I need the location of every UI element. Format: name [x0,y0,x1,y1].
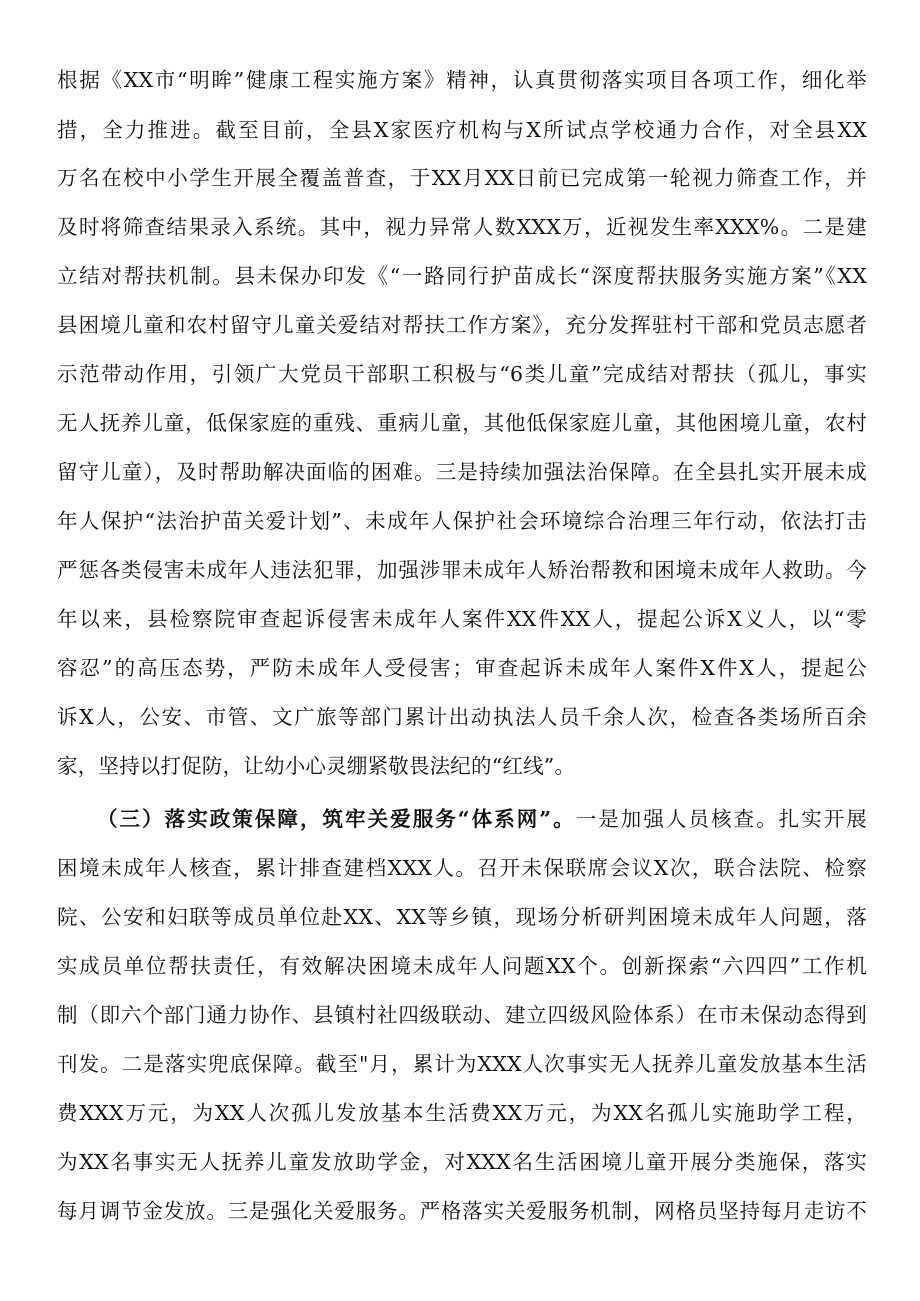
text-line: 年人保护“法治护苗关爱计划”、未成年人保护社会环境综合治理三年行动，依法打击 [57,509,867,533]
text-line: 为XX名事实无人抚养儿童发放助学金，对XXX名生活困境儿童开展分类施保，落实 [57,1150,867,1174]
section-heading: （三）落实政策保障，筑牢关爱服务“体系网”。 [97,807,576,831]
text-line: 实成员单位帮扶责任，有效解决困境未成年人问题XX个。创新探索“六四四”工作机 [57,954,867,978]
text-line: 县困境儿童和农村留守儿童关爱结对帮扶工作方案》，充分发挥驻村干部和党员志愿者 [57,313,867,337]
text-line: 家，坚持以打促防，让幼小心灵绷紧敬畏法纪的“红线”。 [57,754,576,778]
text-line: 万名在校中小学生开展全覆盖普查，于XX月XX日前已完成第一轮视力筛查工作，并 [57,166,867,190]
text-line: 费XXX万元，为XX人次孤儿发放基本生活费XX万元，为XX名孤儿实施助学工程， [57,1101,867,1125]
text-line: 每月调节金发放。三是强化关爱服务。严格落实关爱服务机制，网格员坚持每月走访不 [57,1199,867,1223]
text-line: 严惩各类侵害未成年人违法犯罪，加强涉罪未成年人矫治帮教和困境未成年人救助。今 [57,558,867,582]
text-line: 制（即六个部门通力协作、县镇村社四级联动、建立四级风险体系）在市未保动态得到 [57,1003,867,1027]
text-line: 刊发。二是落实兜底保障。截至"月，累计为XXX人次事实无人抚养儿童发放基本生活 [57,1052,867,1076]
text-line: 容忍”的高压态势，严防未成年人受侵害；审查起诉未成年人案件X件X人，提起公 [57,656,867,680]
text-line: 留守儿童），及时帮助解决面临的困难。三是持续加强法治保障。在全县扎实开展未成 [57,460,867,484]
text-line: 困境未成年人核查，累计排查建档XXX人。召开未保联席会议X次，联合法院、检察 [57,856,867,880]
text-line: 无人抚养儿童，低保家庭的重残、重病儿童，其他低保家庭儿童，其他困境儿童，农村 [57,411,867,435]
section-heading-line [97,799,867,839]
text-line: 立结对帮扶机制。县未保办印发《“一路同行护苗成长“深度帮扶服务实施方案”《XX [57,264,867,288]
text-line: 年以来，县检察院审查起诉侵害未成年人案件XX件XX人，提起公诉X义人，以“零 [57,607,867,631]
text-line: 示范带动作用，引领广大党员干部职工积极与“6类儿童”完成结对帮扶（孤儿，事实 [57,362,867,386]
heading-line-rest: 一是加强人员核查。扎实开展 [575,807,867,831]
text-line: 根据《XX市“明眸”健康工程实施方案》精神，认真贯彻落实项目各项工作，细化举 [57,68,867,92]
text-line: 院、公安和妇联等成员单位赴XX、XX等乡镇，现场分析研判困境未成年人问题，落 [57,905,867,929]
text-line: 及时将筛查结果录入系统。其中，视力异常人数XXX万，近视发生率XXX%。二是建 [57,215,867,239]
text-line: 措，全力推进。截至目前，全县X家医疗机构与X所试点学校通力合作，对全县XX [57,118,867,142]
text-line: 诉X人，公安、市管、文广旅等部门累计出动执法人员千余人次，检查各类场所百余 [57,705,867,729]
